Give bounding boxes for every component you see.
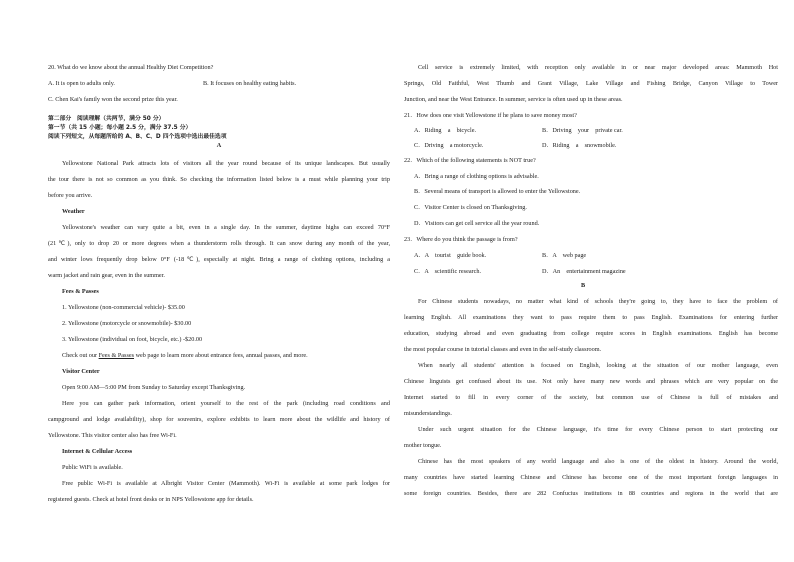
intro-line-2: the tour there is not so common as you think. So checking the information listed below is a must while planning your trip <box>48 176 390 183</box>
q20-option-b: B. It focuses on healthy eating habits. <box>203 80 297 87</box>
b-para3-line-2: mother tongue. <box>404 442 442 449</box>
visitor-line-3: Yellowstone. This visitor center also has free Wi-Fi. <box>48 432 177 439</box>
q21-option-b: B．Driving your private car. <box>542 127 623 134</box>
fees-link-post: web page to learn more about entrance fees, annual passes, and more. <box>134 352 308 359</box>
passage-b-label: B <box>581 282 586 289</box>
passage-a-label: A <box>216 142 222 149</box>
fees-link-pre: Check out our <box>62 352 99 359</box>
q22-option-b: B．Several means of transport is allowed to enter the Yellowstone. <box>414 188 581 195</box>
q20-option-c: C. Chen Kai's family won the second prize this year. <box>48 96 178 103</box>
q23-option-b: B．A web page <box>542 252 587 259</box>
b-para2-line-1: When nearly all students' attention is focused on English, looking at the situation of our mother language, even <box>418 362 778 369</box>
q20-option-a: A. It is open to adults only. <box>48 80 115 87</box>
visitor-center-heading: Visitor Center <box>62 368 100 375</box>
q22-option-c: C．Visitor Center is closed on Thanksgiving. <box>414 204 527 211</box>
intro-line-3: before you arrive. <box>48 192 93 199</box>
weather-line-4: warm jacket and rain gear, even in the summer. <box>48 272 165 279</box>
weather-line-1: Yellowstone's weather can vary quite a bit, even in a single day. In the summer, daytime highs can exceed 70°F <box>62 224 390 231</box>
b-para4-line-2: many countries have started learning Chinese and Chinese has become one of the most important foreign languages in <box>404 474 778 481</box>
q21-option-a: A．Riding a bicycle. <box>414 127 477 134</box>
fees-heading: Fees & Passes <box>62 288 99 295</box>
b-para1-line-3: education, studying abroad and even graduating from college require scores in English examinations. English has become <box>404 330 778 337</box>
internet-heading: Internet & Cellular Access <box>62 448 133 455</box>
b-para3-line-1: Under such urgent situation for the Chinese language, it's time for every Chinese person to start protecting our <box>418 426 778 433</box>
b-para4-line-3: some foreign countries. Besides, there are 282 Confucius institutions in 88 countries and regions in the world that are <box>404 490 778 497</box>
internet-line-1: Free public Wi-Fi is available at Albright Visitor Center (Mammoth). Wi-Fi is available at some park lodges for <box>62 480 390 487</box>
b-para1-line-4: the most popular course in tutorial classes and even in the self-study classroom. <box>404 346 602 353</box>
fee-item-3: 3. Yellowstone (individual on foot, bicycle, etc.) -$20.00 <box>62 336 203 343</box>
b-para1-line-2: learning English. All examinations they want to pass require them to pass English. Examinations for entering further <box>404 314 778 321</box>
q22-option-a: A．Bring a range of clothing options is advisable. <box>414 173 539 180</box>
intro-line-1: Yellowstone National Park attracts lots of visitors all the year round because of its unique landscapes. But usually <box>62 160 390 167</box>
q23-option-c: C．A scientific research. <box>414 268 482 275</box>
fee-item-1: 1. Yellowstone (non-commercial vehicle)- $35.00 <box>62 304 185 311</box>
b-para4-line-1: Chinese has the most speakers of any world language and also is one of the oldest in history. Around the world, <box>418 458 778 465</box>
part2-title: 第二部分 阅读理解（共两节，满分 50 分） <box>48 116 165 122</box>
q22-option-d: D．Visitors can get cell service all the year round. <box>414 220 540 227</box>
q21-option-c: C．Driving a motorcycle. <box>414 142 484 149</box>
b-para2-line-4: misunderstandings. <box>404 410 452 417</box>
visitor-line-1: Here you can gather park information, orient yourself to the rest of the park (including road conditions and <box>62 400 390 407</box>
visitor-line-2: campground and lodge availability), shop for souvenirs, explore exhibits to learn more about the wildlife and history of <box>48 416 390 423</box>
question-21: 21．How does one visit Yellowstone if he plans to save money most? <box>404 112 577 119</box>
section1-title: 第一节（共 15 小题；每小题 2.5 分，满分 37.5 分） <box>48 125 192 131</box>
fees-passes-link[interactable]: Fees & Passes <box>98 352 135 359</box>
b-para2-line-2: Chinese linguists get confused about its use. Not only have many new words and phrases which are very popular on the <box>404 378 778 385</box>
q23-option-d: D．An entertainment magazine <box>542 268 626 275</box>
fee-item-2: 2. Yellowstone (motorcycle or snowmobile)- $30.00 <box>62 320 192 327</box>
question-22: 22．Which of the following statements is NOT true? <box>404 157 536 164</box>
q23-option-a: A．A tourist guide book. <box>414 252 487 259</box>
weather-line-2: (21℃), only to drop 20 or more degrees when a thunderstorm rolls through. It can snow during any month of the year, <box>48 240 390 247</box>
internet-public: Public WiFi is available. <box>62 464 123 471</box>
weather-heading: Weather <box>62 208 85 215</box>
weather-line-3: and winter lows frequently drop below 0°F (-18℃), especially at night. Bring a range of clothing options, including a <box>48 256 390 263</box>
cell-line-2: Springs, Old Faithful, West Thumb and Grant Village, Lake Village and Fishing Bridge, Canyon Village to Tower <box>404 80 778 87</box>
question-20: 20. What do we know about the annual Healthy Diet Competition? <box>48 64 214 71</box>
b-para1-line-1: For Chinese students nowadays, no matter what kind of schools they're going to, they have to face the problem of <box>418 298 778 305</box>
cell-line-1: Cell service is extremely limited, with reception only available in or near major developed areas: Mammoth Hot <box>418 64 778 71</box>
b-para2-line-3: Internet started to fill in every corner of the society, but common use of Chinese is full of mistakes and <box>404 394 778 401</box>
visitor-hours: Open 9:00 AM—5:00 PM from Sunday to Saturday except Thanksgiving. <box>62 384 246 391</box>
fees-link-line <box>62 352 308 360</box>
instruction: 阅读下列短文，从每题所给的 A、B、C、D 四个选项中选出最佳选项 <box>48 134 227 140</box>
cell-line-3: Junction, and near the West Entrance. In summer, service is often used up in these areas. <box>404 96 623 103</box>
question-23: 23．Where do you think the passage is from? <box>404 236 518 243</box>
internet-line-2: registered guests. Check at hotel front desks or in NPS Yellowstone app for details. <box>48 496 254 503</box>
q21-option-d: D．Riding a snowmobile. <box>542 142 617 149</box>
